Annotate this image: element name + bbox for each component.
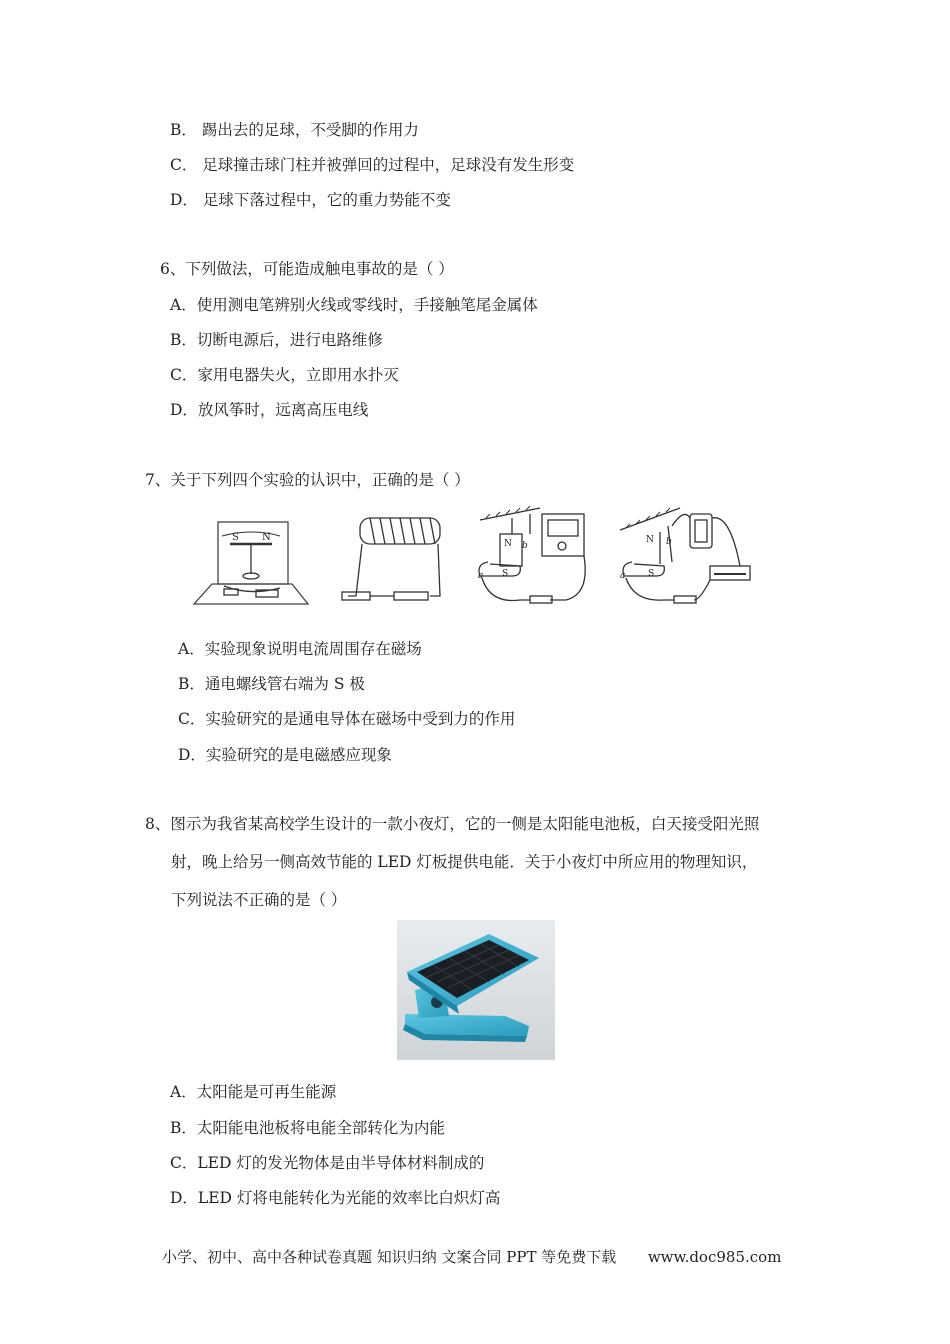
q5-option-c: C． 足球撞击球门柱并被弹回的过程中，足球没有发生形变 [170,156,575,174]
label-a: a [620,571,626,581]
q7-option-c: C．实验研究的是通电导体在磁场中受到力的作用 [178,710,516,728]
q8-option-c: C．LED 灯的发光物体是由半导体材料制成的 [170,1154,485,1172]
q7-experiment-figure [190,504,760,610]
footer-url[interactable]: www.doc985.com [647,1248,782,1266]
q8-stem-line-1: 8、图示为我省某高校学生设计的一款小夜灯，它的一侧是太阳能电池板，白天接受阳光照 [145,815,760,833]
q8-option-a: A．太阳能是可再生能源 [170,1083,337,1101]
label-s: S [648,569,655,579]
q7-option-b: B．通电螺线管右端为 S 极 [178,675,365,693]
label-n: N [504,539,512,549]
q6-option-b: B．切断电源后，进行电路维修 [170,331,383,349]
q7-stem: 7、关于下列四个实验的认识中，正确的是（ ） [145,471,470,489]
q8-stem-line-3: 下列说法不正确的是（ ） [171,891,347,909]
q7-option-a: A．实验现象说明电流周围存在磁场 [178,640,422,658]
q6-option-d: D．放风筝时，远离高压电线 [170,401,369,419]
q6-stem: 6、下列做法，可能造成触电事故的是（ ） [160,260,454,278]
q5-option-b: B． 踢出去的足球，不受脚的作用力 [170,121,419,139]
label-a: a [478,571,484,581]
induction-experiment-diagram [620,508,750,603]
q8-option-d: D．LED 灯将电能转化为光能的效率比白炽灯高 [170,1189,501,1207]
q6-option-c: C．家用电器失火，立即用水扑灭 [170,366,399,384]
label-b: b [666,537,672,547]
solenoid-experiment-diagram [342,518,440,600]
label-s: S [502,569,509,579]
label-n: N [262,532,271,543]
motor-principle-diagram [478,506,585,603]
label-s: S [232,532,239,543]
footer-text: 小学、初中、高中各种试卷真题 知识归纳 文案合同 PPT 等免费下载 [162,1248,617,1266]
label-b: b [522,541,528,551]
q8-stem-line-2: 射，晚上给另一侧高效节能的 LED 灯板提供电能．关于小夜灯中所应用的物理知识， [171,853,758,871]
q6-option-a: A．使用测电笔辨别火线或零线时，手接触笔尾金属体 [170,296,538,314]
q8-option-b: B．太阳能电池板将电能全部转化为内能 [170,1119,445,1137]
q5-option-d: D． 足球下落过程中，它的重力势能不变 [170,191,451,209]
label-n: N [646,535,654,545]
oersted-experiment-diagram [194,522,308,604]
q7-option-d: D．实验研究的是电磁感应现象 [178,746,392,764]
solar-night-light-photo [397,920,555,1060]
page-footer [162,1246,781,1267]
